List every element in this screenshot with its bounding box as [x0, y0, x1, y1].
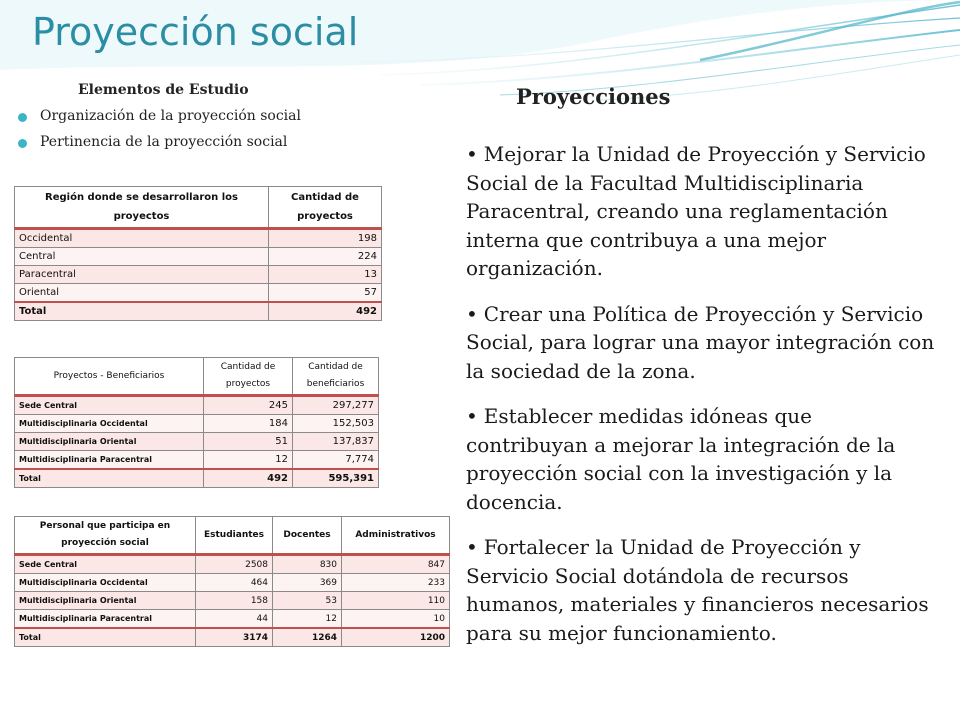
cell-value: 369 [273, 574, 342, 592]
table-row [15, 610, 450, 629]
table-row [15, 415, 379, 433]
table-row [15, 248, 382, 266]
cell-value: 492 [204, 469, 293, 488]
row-label: Occidental [15, 229, 269, 248]
table-row [15, 229, 382, 248]
cell-value: 233 [342, 574, 450, 592]
cell-value: 198 [269, 229, 382, 248]
table-row [15, 396, 379, 415]
cell-value: 184 [204, 415, 293, 433]
study-item-label: Pertinencia de la proyección social [40, 134, 288, 150]
projection-text: Fortalecer la Unidad de Proyección y Servicio Social dotándola de recursos humanos, materiales y financieros necesarios para su mejor funcionamiento. [466, 535, 929, 645]
bullet-icon: • [466, 404, 478, 428]
row-label: Total [15, 469, 204, 488]
cell-value: 7,774 [293, 451, 379, 470]
row-label: Central [15, 248, 269, 266]
cell-value: 224 [269, 248, 382, 266]
row-label: Multidisciplinaria Oriental [15, 433, 204, 451]
projection-text: Mejorar la Unidad de Proyección y Servicio Social de la Facultad Multidisciplinaria Paracentral, creando una reglamentación interna que contribuya a una mejor organización. [466, 142, 926, 280]
row-label: Total [15, 302, 269, 321]
study-item-label: Organización de la proyección social [40, 108, 301, 124]
column-header: Proyectos - Beneficiarios [15, 358, 204, 396]
column-header: Región donde se desarrollaron los proyectos [15, 187, 269, 229]
table-row [15, 433, 379, 451]
bullet-icon: • [466, 535, 478, 559]
column-header: Administrativos [342, 517, 450, 555]
page-title: Proyección social [32, 10, 359, 54]
row-label: Sede Central [15, 396, 204, 415]
cell-value: 57 [269, 284, 382, 303]
bullet-icon [18, 113, 27, 122]
row-label: Multidisciplinaria Oriental [15, 592, 196, 610]
column-header: Docentes [273, 517, 342, 555]
table-row [15, 284, 382, 303]
study-list [18, 108, 301, 160]
row-label: Paracentral [15, 266, 269, 284]
column-header: Personal que participa en proyección social [15, 517, 196, 555]
projections-heading: Proyecciones [516, 84, 671, 109]
table-row [15, 266, 382, 284]
table-total-row [15, 302, 382, 321]
projections-list [466, 140, 936, 664]
cell-value: 137,837 [293, 433, 379, 451]
cell-value: 12 [204, 451, 293, 470]
cell-value: 51 [204, 433, 293, 451]
study-item [18, 134, 301, 160]
study-heading: Elementos de Estudio [78, 82, 249, 98]
cell-value: 110 [342, 592, 450, 610]
projection-text: Crear una Política de Proyección y Servicio Social, para lograr una mayor integración con la sociedad de la zona. [466, 301, 935, 383]
cell-value: 1264 [273, 628, 342, 647]
projection-item [466, 533, 936, 647]
table-row [15, 451, 379, 470]
cell-value: 12 [273, 610, 342, 629]
beneficiaries-table [14, 357, 379, 488]
cell-value: 1200 [342, 628, 450, 647]
row-label: Multidisciplinaria Occidental [15, 415, 204, 433]
table-row [15, 555, 450, 574]
cell-value: 44 [196, 610, 273, 629]
cell-value: 847 [342, 555, 450, 574]
projection-item [466, 402, 936, 516]
cell-value: 464 [196, 574, 273, 592]
column-header: Cantidad de proyectos [269, 187, 382, 229]
cell-value: 13 [269, 266, 382, 284]
row-label: Oriental [15, 284, 269, 303]
projection-text: Establecer medidas idóneas que contribuyan a mejorar la integración de la proyección social con la investigación y la docencia. [466, 404, 896, 514]
bullet-icon [18, 139, 27, 148]
personnel-table [14, 516, 450, 647]
cell-value: 830 [273, 555, 342, 574]
cell-value: 10 [342, 610, 450, 629]
projection-item [466, 140, 936, 283]
projection-item [466, 300, 936, 386]
cell-value: 3174 [196, 628, 273, 647]
cell-value: 53 [273, 592, 342, 610]
table-row [15, 574, 450, 592]
study-item [18, 108, 301, 134]
cell-value: 297,277 [293, 396, 379, 415]
cell-value: 2508 [196, 555, 273, 574]
table-row [15, 592, 450, 610]
bullet-icon: • [466, 142, 478, 166]
cell-value: 158 [196, 592, 273, 610]
row-label: Multidisciplinaria Occidental [15, 574, 196, 592]
column-header: Cantidad de beneficiarios [293, 358, 379, 396]
row-label: Multidisciplinaria Paracentral [15, 610, 196, 629]
cell-value: 245 [204, 396, 293, 415]
row-label: Total [15, 628, 196, 647]
cell-value: 595,391 [293, 469, 379, 488]
regions-table [14, 186, 382, 321]
cell-value: 152,503 [293, 415, 379, 433]
column-header: Cantidad de proyectos [204, 358, 293, 396]
table-total-row [15, 469, 379, 488]
row-label: Sede Central [15, 555, 196, 574]
cell-value: 492 [269, 302, 382, 321]
table-total-row [15, 628, 450, 647]
column-header: Estudiantes [196, 517, 273, 555]
row-label: Multidisciplinaria Paracentral [15, 451, 204, 470]
bullet-icon: • [466, 301, 478, 326]
